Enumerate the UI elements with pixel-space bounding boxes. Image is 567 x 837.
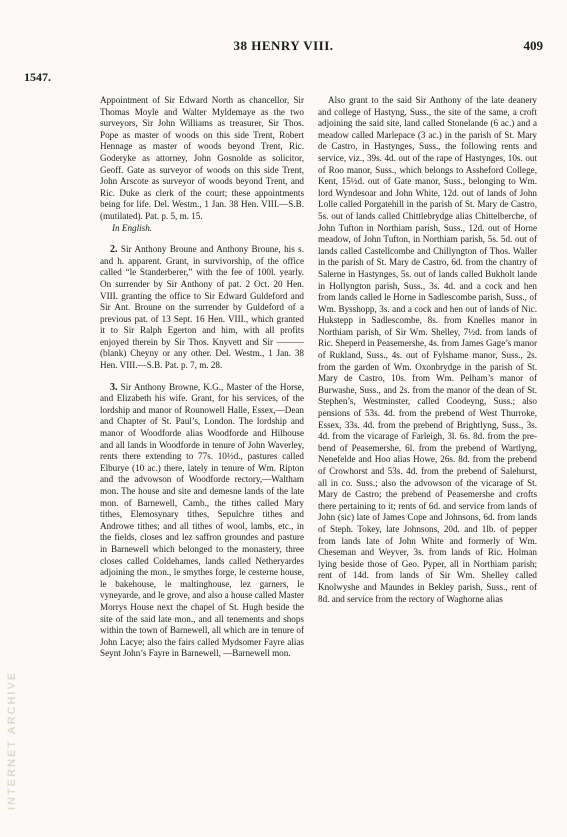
entry-paragraph	[100, 244, 304, 372]
entry-text: Sir Anthony Browne, K.G., Master of the Horse, and Elizabeth his wife. Grant, for his services, of the lordship and manor of Rounowell Halle, Essex,—Dean and Chapter of St. Paul’s, London. The lordship and manor of Woodforde alias Woodforde and Hilhouse and all lands in Woodforde in tenure of John Waverley, rents there extending to 77s. 10½d., pastures called Elburye (10 ac.) there, lately in tenure of Wm. Ripton and the advowson of Woodforde rectory,—Waltham mon. The house and site and demesne lands of the late mon. of Barnewell, Camb., the tithes called Mary tithes, Elemosynary tithes, Sepulchre tithes and Androwe tithes; and all tithes of wool, lambs, etc., in the fields, closes and lez saffron groundes and pasture in Barnewell which belonged to the monastery, three closes called Coldehames, lands called Netheryardes adjoining the mon., le smythes forge, le cesterne house, le bakehouse, le maltinghouse, lez garners, le vyneyarde, and le grove, and also a house called Master Morrys House next the chapel of St. Hugh beside the site of the said late mon., and all tenements and shops within the town of Barnewell, all which are in tenure of John Lacye; also the fairs called Mydsomer Fayre alias Seynt John’s Fayre in Barnewell, —Barnewell mon.	[100, 381, 304, 659]
entry-note: In English.	[112, 222, 153, 233]
entry-number: 2.	[110, 244, 118, 256]
page-number: 409	[523, 38, 543, 53]
running-head	[0, 38, 567, 58]
entry-paragraph	[100, 382, 304, 660]
running-title: 38 HENRY VIII.	[233, 38, 334, 53]
archive-watermark: INTERNET ARCHIVE	[6, 670, 18, 810]
year-marginal: 1547.	[24, 70, 51, 84]
left-column	[100, 95, 304, 660]
entry-paragraph: Also grant to the said Sir Anthony of the late deanery and college of Hastyng, Suss., the site of the same, a croft adjoining the said site, land called Stonelande (6 ac.) and a meadow called Marlepace (3 ac.) in the parish of St. Mary de Castro, in Hastynges, Suss., the following rents and service, viz., 39s. 4d. out of the rape of Hastynges, 10s. out of Roo manor, Suss., which belongs to Assheford College, Kent, 15½d. out of Gate manor, Suss., belonging to Wm. lord Wyndesoar and John White, 12d. out of lands of John Lolle called Porgatehill in the parish of St. Mary de Castro, 5s. out of lands called Chittlebrydge alias Chittelberche, of John Tufton in Northiam parish, Suss., 12d. out of Horne meadow, of John Tufton, in Northiam parish, 5s. 5d. out of lands called Castellcombe and Chillyngton of Thos. Waller in the parish of St. Mary de Castro, 6d. from the chantry of Salerne in Hastynges, 5s. out of lands called Bukholt lande in Hollyngton parish, Suss., 3s. 4d. and a cock and hen from lands called le Horne in Sadlescombe parish, Suss., of Wm. Bysshopp, 3s. and a cock and hen out of lands of Nic. Hukstepp in Sadlescombe, 8s. from Knelles manor in Northiam parish, of Sir Wm. Shelley, 7½d. from lands of Ric. Sheperd in Peasemershe, 4s. from James Gage’s manor of Rukland, Suss., 4s. out of Fylshame manor, Suss., 2s. from the garden of Wm. Oxonbrydge in the parish of St. Mary de Castro, 10s. from Wm. Pelham’s manor of Burwashe, Suss., and 2s. from the manor of the dean of St. Stephen’s, Westminster, called Coodeyng, Suss.; also pensions of 53s. 4d. from the prebend of West Thurroke, Essex, 33s. 4d. from the prebend of Brightlyng, Suss., 3s. 4d. from the vicarage of Farleigh, 3l. 6s. 8d. from the prebend of Peasemershe, 6l. from the prebend of Wartlyng, Nenefelde and Hoo alias Howe, 26s. 8d. from the prebend of Crowhorst and 53s. 4d. from the prebend of Salehurst, all in co. Suss.; also the advowson of the vicarage of St. Mary de Castro; the prebend of Peasemershe and crofts there pertaining to it; rents of 6d. and service from lands of John (sic) late of James Cope and Johnsons, 6d. from lands of Steph. Tokey, late Johnsons, 20d. and 1lb. of pepper from lands late of John White and formerly of Wm. Cheseman and Weyver, 3s. from lands of Ric. Holman lying beside those of Geo. Pyper, all in Northiam parish; rent of 14d. from lands of Sir Wm. Shelley called Knolwyshe and Maundes in Bekley parish, Suss., rent of 8d. and service from the rectory of Waghorne alias	[318, 95, 537, 604]
right-column	[318, 95, 537, 605]
entry-number: 3.	[110, 381, 118, 393]
entry-paragraph: Appointment of Sir Edward North as chancellor, Sir Thomas Moyle and Walter Myldemaye as the two surveyors, Sir John Williams as treasurer, Sir Thos. Pope as master of woods on this side Trent, Robert Hennage as master of woods beyond Trent, Ric. Goderyke as attorney, John Gosnolde as solicitor, Geoff. Gate as surveyor of woods on this side Trent, John Arscote as surveyor of woods beyond Trent, and Ric. Duke as clerk of the court; these appointments being for life. Del. Westm., 1 Jan. 38 Hen. VIII.—S.B. (mutilated). Pat. p. 5, m. 15.	[100, 95, 304, 221]
entry-text: Sir Anthony Broune and Anthony Broune, his s. and h. apparent. Grant, in survivorship, of the office called “le Standerberer,” with the fee of 100l. yearly. On surrender by Sir Anthony of pat. 2 Oct. 20 Hen. VIII. granting the office to Sir Edward Guldeford and Sir Ant. Broune on the surrender by Guldeford of a previous pat. of 13 Sept. 16 Hen. VIII., which granted it to Sir Ralph Egerton and him, with all profits enjoyed therein by Sir Thos. Knyvett and Sir ——— (blank) Cheyny or any other. Del. Westm., 1 Jan. 38 Hen. VIII.—S.B. Pat. p. 7, m. 28.	[100, 244, 304, 371]
